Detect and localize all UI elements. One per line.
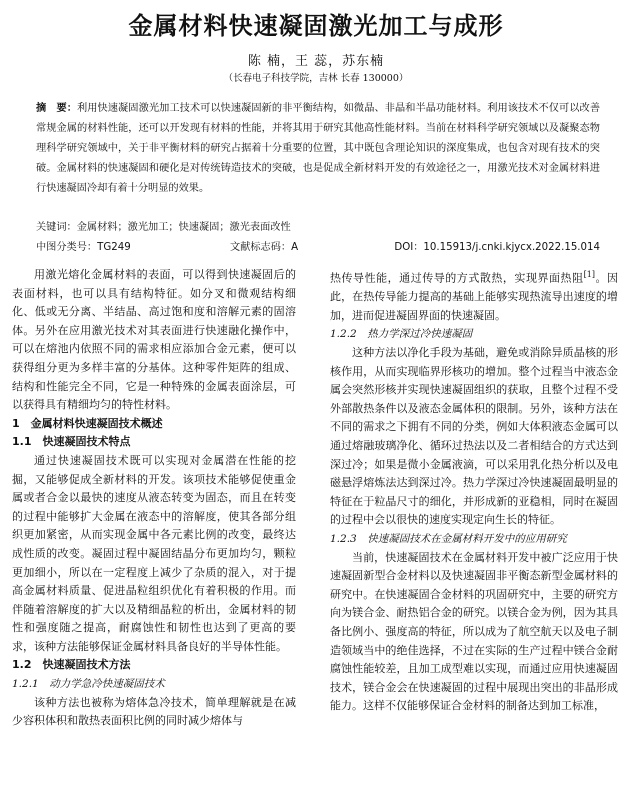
clc-number: 中图分类号：TG249 <box>36 242 131 253</box>
left-column <box>12 266 296 731</box>
citation-ref: [1] <box>583 270 595 279</box>
doi: DOI：10.15913/j.cnki.kjycx.2022.15.014 <box>394 242 600 253</box>
keywords-text: 金属材料；激光加工；快速凝固；激光表面改性 <box>76 222 291 233</box>
subsubsection-heading: 1.2.1 动力学急冷快速凝固技术 <box>12 678 165 691</box>
subsubsection-heading: 1.2.3 快速凝固技术在金属材料开发中的应用研究 <box>330 532 567 545</box>
paper-title: 金属材料快速凝固激光加工与成形 <box>128 12 504 40</box>
paragraph-text: 。因此，在热传导能力提高的基础上能够实现热流导出速度的增加，进而促进凝固界面的快速凝固。 <box>330 271 619 322</box>
right-column <box>330 266 618 716</box>
paragraph-text: 热传导性能，通过传导的方式散热，实现界面热阻 <box>330 271 584 285</box>
meta-row <box>36 238 600 254</box>
paper-authors: 陈 楠，王 蕊，苏东楠 <box>247 54 385 69</box>
abstract-text: 利用快速凝固激光加工技术可以快速凝固新的非平衡结构，如微晶、非晶和半晶功能材料。利用该技术不仅可以改善常规金属的材料性能，还可以开发现有材料的性能，并将其用于研究其他高性能材料。当前在材料科学研究领域以及凝聚态物理科学研究领域中，关于非平衡材料的研究占据着十分重要的位置，其中既包含理论知识的深度集成，也包含对现有技术的突破。金属材料的快速凝固和硬化是对传统铸造技术的突破，也是促成全新材料开发的有效途径之一，用激光技术对金属材料进行快速凝固冷却有着十分明显的效果。 <box>36 103 601 194</box>
section-heading: 1 金属材料快速凝固技术概述 <box>12 416 163 430</box>
paragraph: 通过快速凝固技术既可以实现对金属潜在性能的挖掘，又能够促成全新材料的开发。该项技术能够促使重金属或者合金以最快的速度从液态转变为固态，而且在转变的过程中能够扩大金属在液态中的溶解度，使其各部分组织更加紧密，从而实现金属中各元素比例的改变，最终达成性质的改变。凝固过程中凝固结晶分布更加均匀，颗粒更加细小，所以在一定程度上减少了杂质的混入，对于提高金属材料质量、促进晶粒组织优化有着积极的作用。而伴随着溶解度的扩大以及精细晶粒的析出，金属材料的韧性和强度随之提高，耐腐蚀性和韧性也达到了更高的要求，该种方法能够保证金属材料具备良好的半导体性能。 <box>12 453 296 653</box>
subsubsection-heading: 1.2.2 热力学深过冷快速凝固 <box>330 328 473 341</box>
paper-affiliation: （长春电子科技学院，吉林 长春 130000） <box>223 73 409 84</box>
paragraph: 用激光熔化金属材料的表面，可以得到快速凝固后的表面材料，也可以具有结构特征。如分叉和微观结构细化、低或无分离、半结晶、高过饱和度和溶解元素的固溶体。另外在应用激光技术对其表面进行快速融化操作中，可以在熔池内依照不同的需求相应添加合金元素，便可以获得组分更为多样丰富的分基体。这种零件矩阵的组成、结构和性能完全不同，它是一种特殊的金属表面涂层，可以获得具有精细均匀的特性材料。 <box>12 268 296 412</box>
keywords-label: 关键词： <box>36 222 77 233</box>
keywords <box>36 218 600 233</box>
paragraph: 这种方法以净化手段为基础，避免或消除异质晶核的形核作用，从而实现临界形核功的增加。整个过程当中液态金属会突然形核并实现快速凝固组织的获取，且整个过程不受外部散热条件以及液态金属体积的限制。另外，该种方法在不同的需求之下拥有不同的分类，例如大体积液态金属可以通过熔融玻璃净化、循环过热法以及二者相结合的方式达到深过冷；如果是微小金属液滴，可以采用乳化热分析以及电磁悬浮熔炼法达到深过冷。热力学深过冷快速凝固最明显的特征在于粒晶尺寸的细化，并形成新的亚稳相，同时在凝固的过程中会以很快的速度实现定向生长的特征。 <box>330 346 618 527</box>
subsection-heading: 1.1 快速凝固技术特点 <box>12 435 131 449</box>
paragraph: 当前，快速凝固技术在金属材料开发中被广泛应用于快速凝固新型合金材料以及快速凝固非平衡态新型金属材料的研究中。在快速凝固合金材料的巩固研究中，主要的研究方向为镁合金、耐热铝合金的研究。以镁合金为例，因为其具备比例小、强度高的特征，所以成为了航空航天以及电子制造领域当中的绝佳选择，不过在实际的生产过程中镁合金耐腐蚀性能较差，且加工成型难以实现，而通过应用快速凝固技术，镁合金会在快速凝固的过程中展现出突出的非晶形成能力。这样不仅能够保证合金材料的制备达到加工标准， <box>330 550 618 713</box>
abstract <box>36 99 600 199</box>
document-code: 文献标志码：A <box>230 242 299 253</box>
subsection-heading: 1.2 快速凝固技术方法 <box>12 658 131 672</box>
abstract-label: 摘 要： <box>36 103 78 114</box>
paragraph <box>330 266 618 325</box>
paragraph: 该种方法也被称为熔体急冷技术，简单理解就是在减少容积体积和散热表面积比例的同时减少熔体与 <box>12 695 296 728</box>
